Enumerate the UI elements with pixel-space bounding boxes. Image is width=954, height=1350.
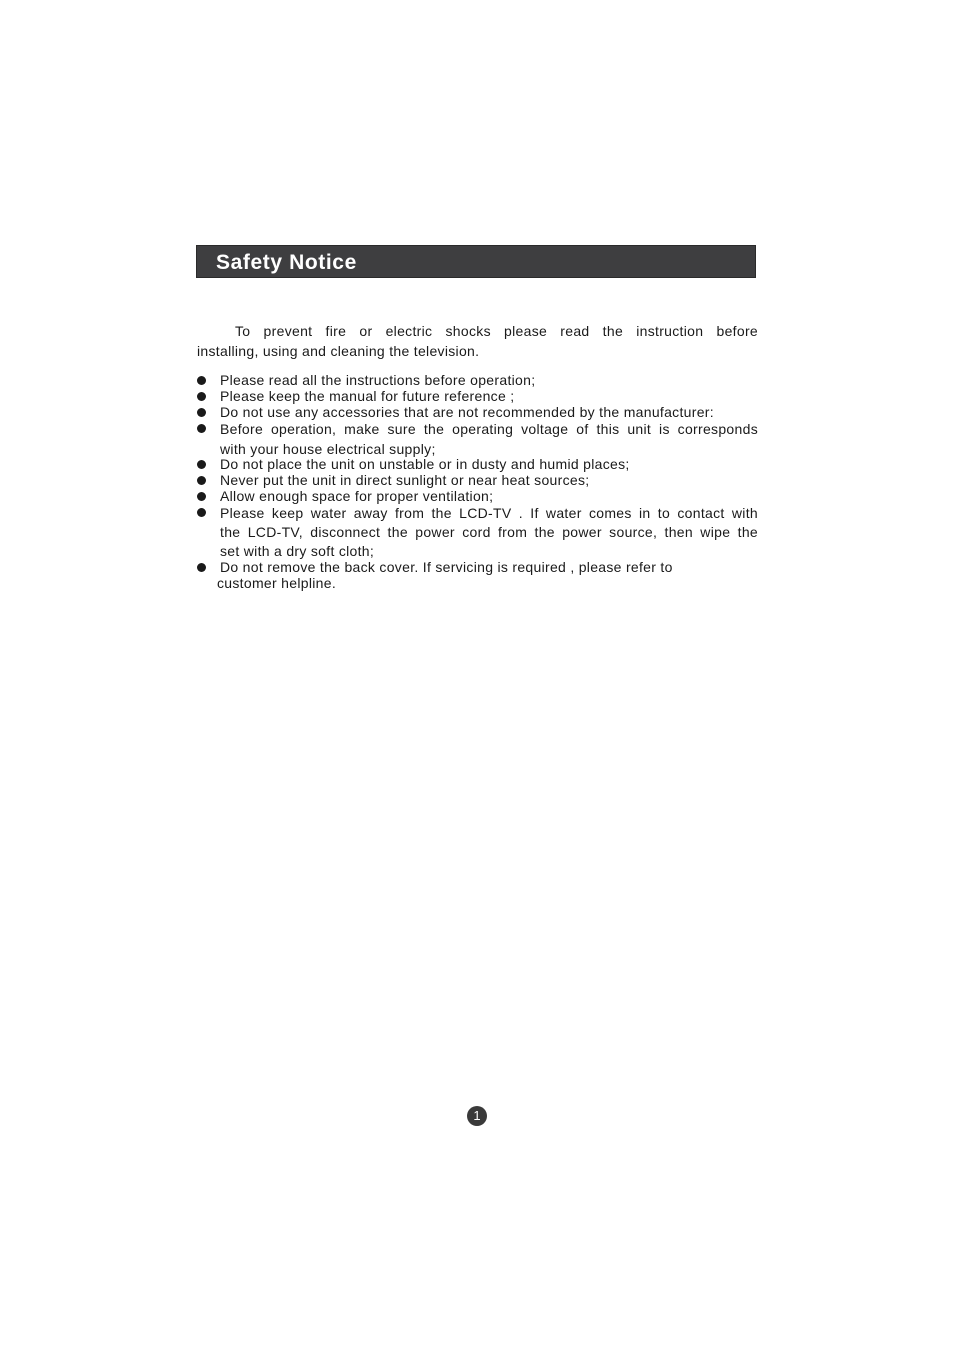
list-item-text: with your house electrical supply;: [220, 441, 436, 457]
page-title: Safety Notice: [216, 251, 357, 274]
bullet-dot-icon: [197, 492, 206, 501]
list-item-text: Please keep water away from the LCD-TV . If water comes in to contact with: [220, 505, 758, 521]
safety-list: [197, 372, 758, 591]
bullet-dot-icon: [197, 508, 206, 517]
bullet-dot-icon: [197, 476, 206, 485]
intro-line-2: installing, using and cleaning the television.: [197, 343, 480, 359]
bullet-dot-icon: [197, 460, 206, 469]
list-item-text: Do not remove the back cover. If servicing is required , please refer to: [220, 559, 673, 575]
intro-paragraph: [197, 321, 758, 361]
list-item-text: customer helpline.: [217, 575, 337, 591]
bullet-dot-icon: [197, 376, 206, 385]
bullet-dot-icon: [197, 392, 206, 401]
list-item: [197, 504, 758, 561]
list-item-text: the LCD-TV, disconnect the power cord from the power source, then wipe the: [220, 524, 758, 540]
bullet-dot-icon: [197, 408, 206, 417]
list-item: [197, 420, 758, 459]
list-item: [197, 488, 758, 504]
bullet-dot-icon: [197, 563, 206, 572]
bullet-dot-icon: [197, 424, 206, 433]
list-item: [197, 456, 758, 472]
list-item: [197, 559, 758, 591]
list-item: [197, 372, 758, 388]
list-item-text: Allow enough space for proper ventilation;: [220, 488, 494, 504]
list-item-text: Please keep the manual for future reference ;: [220, 388, 515, 404]
section-title-bar: [196, 245, 756, 278]
list-item-text: Never put the unit in direct sunlight or near heat sources;: [220, 472, 590, 488]
list-item-text: set with a dry soft cloth;: [220, 543, 375, 559]
intro-line-1: To prevent fire or electric shocks please read the instruction before: [235, 323, 758, 339]
list-item-text: Please read all the instructions before operation;: [220, 372, 536, 388]
list-item-text: Do not use any accessories that are not recommended by the manufacturer:: [220, 404, 714, 420]
list-item-text: Before operation, make sure the operating voltage of this unit is corresponds: [220, 421, 758, 437]
list-item-text: Do not place the unit on unstable or in dusty and humid places;: [220, 456, 630, 472]
page-number-badge: 1: [467, 1106, 487, 1126]
list-item: [197, 472, 758, 488]
list-item: [197, 404, 758, 420]
list-item: [197, 388, 758, 404]
